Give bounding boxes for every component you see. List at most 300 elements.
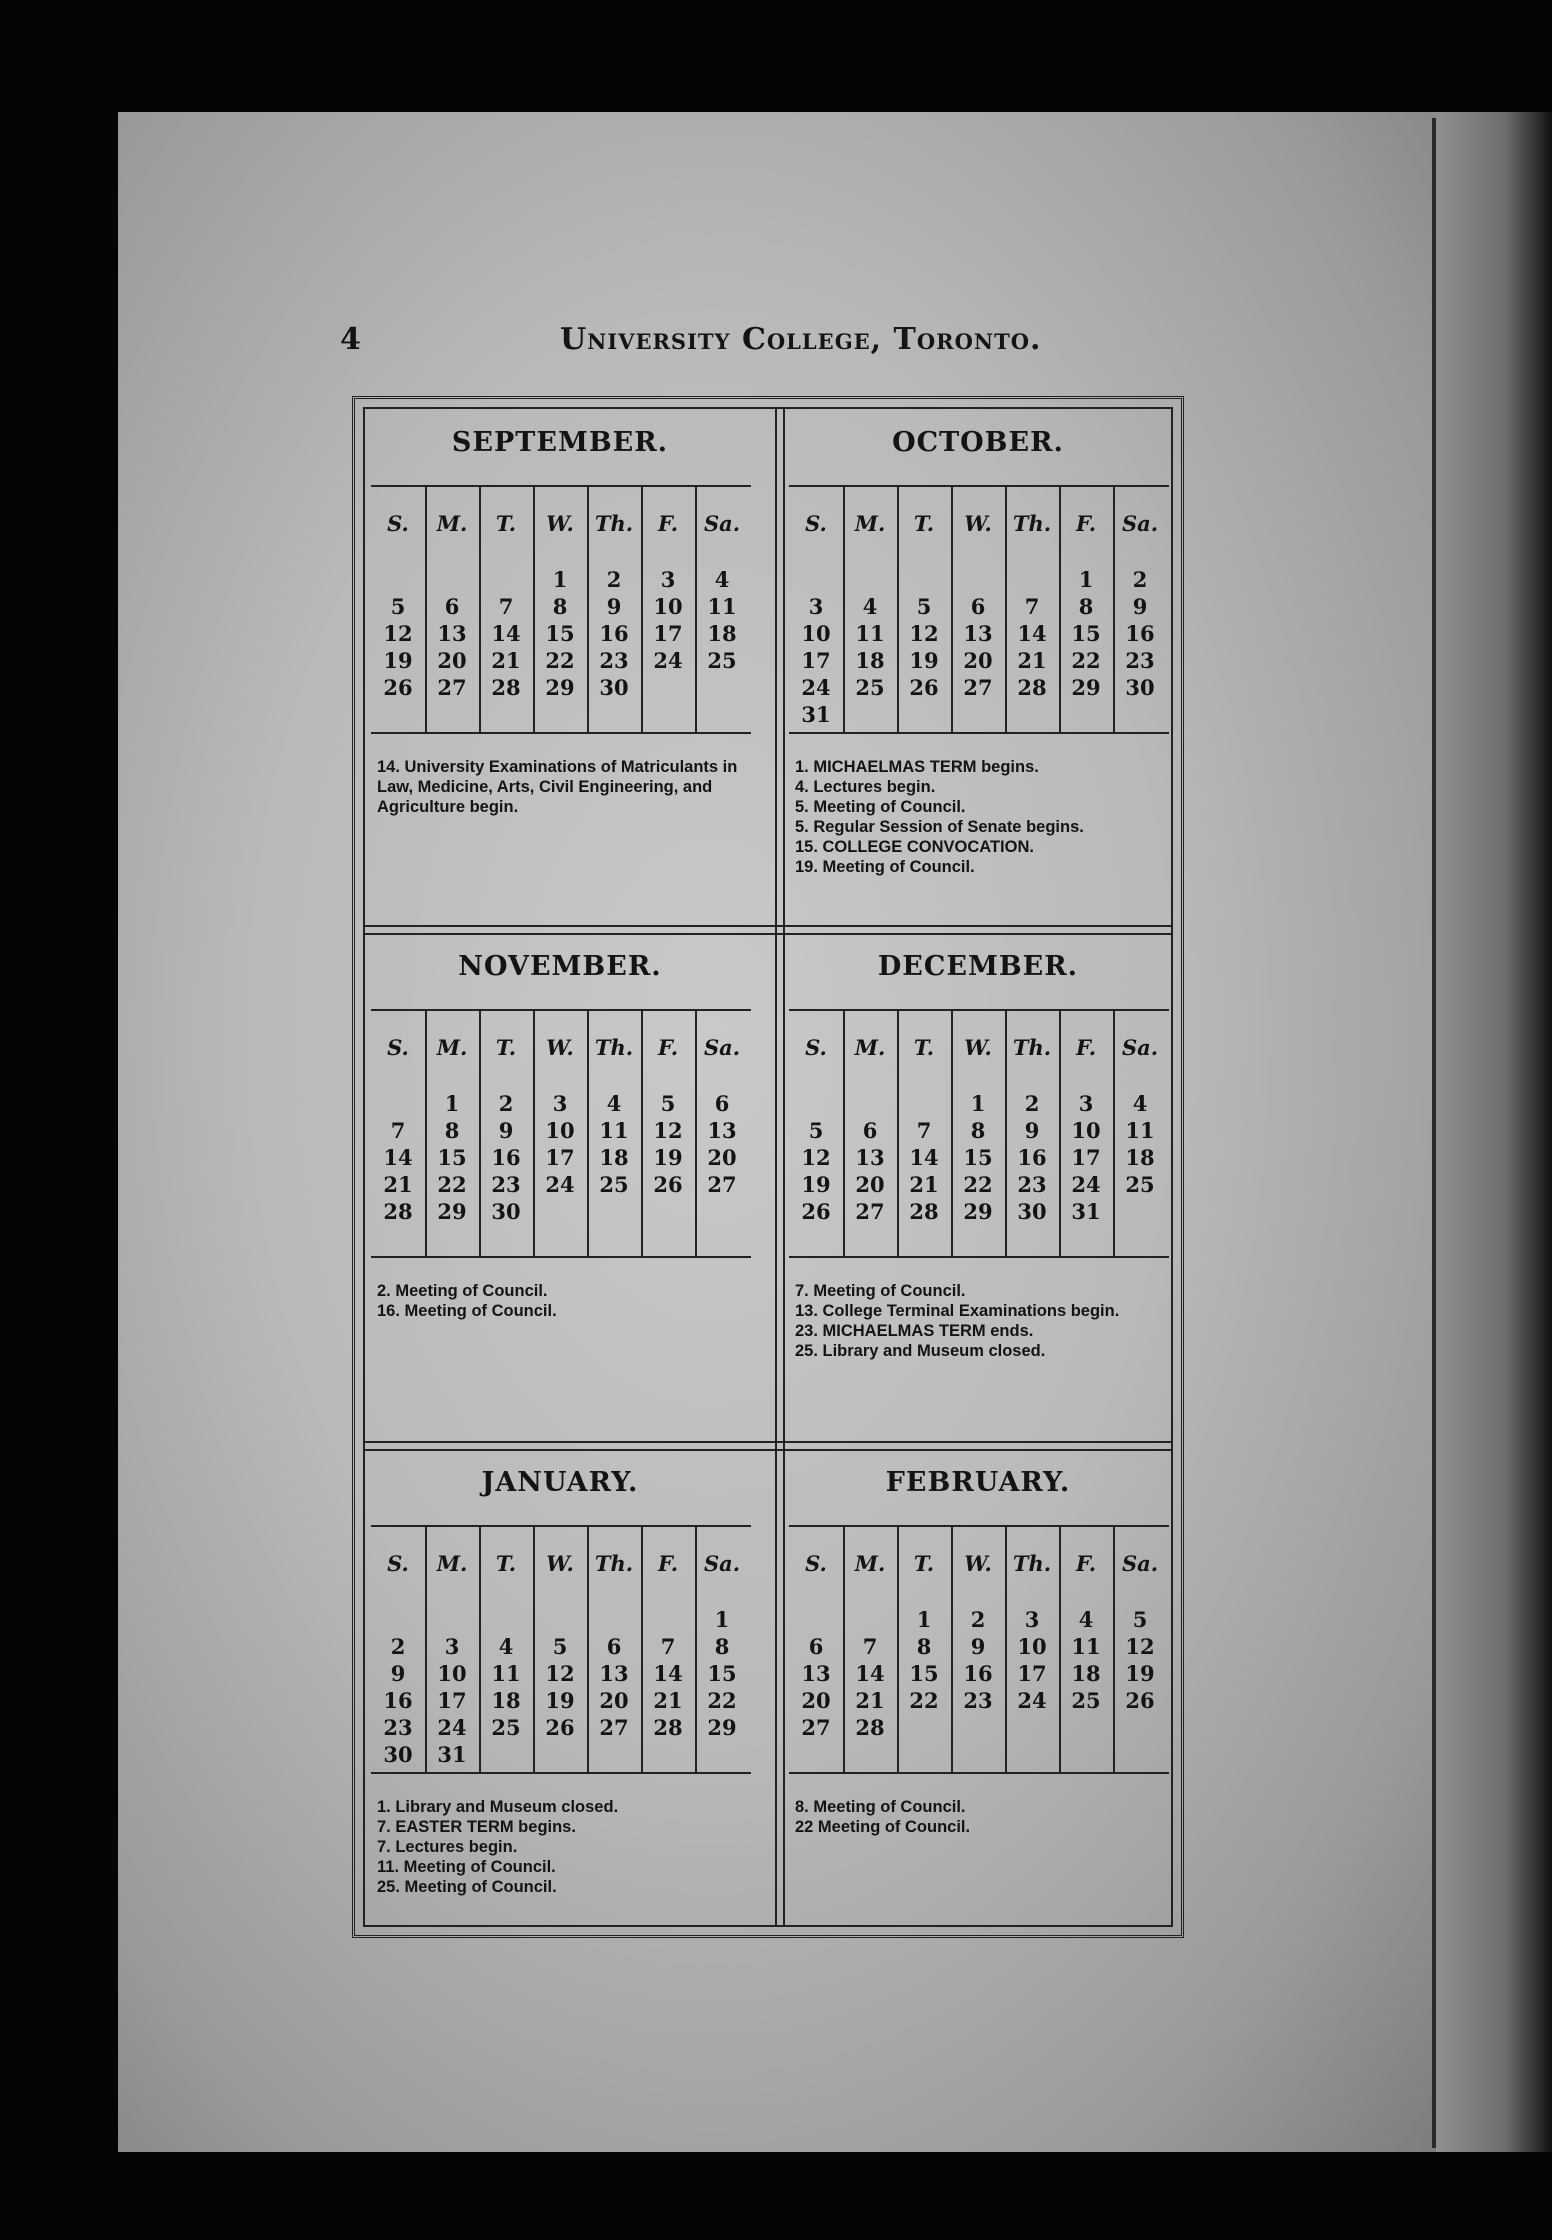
day-number: 8 [552, 594, 568, 619]
weekday-header: F. [657, 1035, 679, 1060]
day-number: 4 [862, 594, 878, 619]
day-number: 30 [1017, 1199, 1047, 1224]
month-title: NOVEMBER. [458, 951, 662, 982]
day-number: 4 [1132, 1091, 1148, 1116]
day-number: 31 [437, 1742, 467, 1767]
day-number: 21 [491, 648, 521, 673]
day-number: 24 [801, 675, 831, 700]
day-number: 15 [1071, 621, 1101, 646]
weekday-header: F. [1075, 511, 1097, 536]
note-line: 16. Meeting of Council. [377, 1302, 557, 1320]
day-number: 20 [437, 648, 467, 673]
day-number: 1 [1078, 567, 1094, 592]
weekday-column [533, 1011, 587, 1256]
day-number: 27 [801, 1715, 831, 1740]
day-number: 10 [1071, 1118, 1101, 1143]
day-number: 14 [855, 1661, 885, 1686]
day-number: 3 [660, 567, 676, 592]
month-notes [377, 757, 749, 817]
weekday-header: Sa. [703, 1551, 741, 1576]
weekday-column [1005, 1527, 1059, 1772]
day-number: 2 [390, 1634, 406, 1659]
day-number: 26 [1125, 1688, 1155, 1713]
day-number: 7 [660, 1634, 676, 1659]
note-line: 25. Meeting of Council. [377, 1878, 557, 1896]
note-line: 7. Lectures begin. [377, 1838, 518, 1856]
day-number: 26 [545, 1715, 575, 1740]
day-number: 7 [862, 1634, 878, 1659]
weekday-header: M. [854, 511, 886, 536]
day-number: 10 [545, 1118, 575, 1143]
day-number: 30 [491, 1199, 521, 1224]
weekday-header: Sa. [703, 1035, 741, 1060]
month-grid [371, 1525, 751, 1774]
month-notes [377, 1281, 749, 1321]
day-number: 17 [1071, 1145, 1101, 1170]
weekday-column [641, 487, 695, 732]
day-number: 5 [808, 1118, 824, 1143]
weekday-column [695, 487, 749, 732]
day-number: 22 [1071, 648, 1101, 673]
day-number: 5 [552, 1634, 568, 1659]
day-number: 15 [545, 621, 575, 646]
day-number: 19 [653, 1145, 683, 1170]
day-number: 8 [444, 1118, 460, 1143]
weekday-header: W. [964, 511, 992, 536]
note-line: 2. Meeting of Council. [377, 1282, 548, 1300]
day-number: 14 [1017, 621, 1047, 646]
day-number: 19 [801, 1172, 831, 1197]
weekday-column [843, 487, 897, 732]
calendar-inner-border [363, 407, 1173, 1927]
day-number: 25 [1125, 1172, 1155, 1197]
day-number: 17 [653, 621, 683, 646]
month-grid [789, 1009, 1169, 1258]
note-line: 14. University Examinations of Matriculants in Law, Medicine, Arts, Civil Engineering, and Agriculture begin. [377, 758, 738, 816]
day-number: 4 [714, 567, 730, 592]
day-number: 17 [801, 648, 831, 673]
day-number: 6 [808, 1634, 824, 1659]
weekday-column [1005, 487, 1059, 732]
day-number: 4 [1078, 1607, 1094, 1632]
weekday-column [425, 1011, 479, 1256]
day-number: 22 [545, 648, 575, 673]
weekday-header: F. [657, 511, 679, 536]
day-number: 24 [1071, 1172, 1101, 1197]
day-number: 27 [599, 1715, 629, 1740]
weekday-column [641, 1011, 695, 1256]
day-number: 1 [916, 1607, 932, 1632]
day-number: 18 [707, 621, 737, 646]
day-number: 3 [1078, 1091, 1094, 1116]
weekday-column [789, 487, 843, 732]
day-number: 21 [909, 1172, 939, 1197]
weekday-column [897, 487, 951, 732]
weekday-column [695, 1011, 749, 1256]
day-number: 20 [855, 1172, 885, 1197]
day-number: 31 [801, 702, 831, 727]
note-line: 5. Meeting of Council. [795, 798, 966, 816]
weekday-header: W. [964, 1035, 992, 1060]
day-number: 7 [390, 1118, 406, 1143]
weekday-header: M. [854, 1035, 886, 1060]
weekday-header: T. [495, 1035, 517, 1060]
weekday-header: F. [1075, 1035, 1097, 1060]
weekday-header: F. [1075, 1551, 1097, 1576]
page-number: 4 [340, 322, 361, 357]
weekday-header: T. [495, 511, 517, 536]
weekday-header: Th. [594, 1551, 634, 1576]
weekday-column [1113, 487, 1167, 732]
month-panel [783, 933, 1173, 1448]
day-number: 4 [606, 1091, 622, 1116]
weekday-column [371, 1011, 425, 1256]
day-number: 5 [390, 594, 406, 619]
day-number: 17 [1017, 1661, 1047, 1686]
month-panel [783, 1449, 1173, 1964]
day-number: 26 [653, 1172, 683, 1197]
day-number: 16 [599, 621, 629, 646]
day-number: 8 [970, 1118, 986, 1143]
day-number: 13 [599, 1661, 629, 1686]
weekday-header: Th. [594, 1035, 634, 1060]
day-number: 3 [444, 1634, 460, 1659]
day-number: 12 [545, 1661, 575, 1686]
day-number: 13 [855, 1145, 885, 1170]
day-number: 2 [1132, 567, 1148, 592]
month-notes [795, 1797, 1167, 1837]
weekday-header: M. [436, 511, 468, 536]
day-number: 1 [552, 567, 568, 592]
day-number: 21 [1017, 648, 1047, 673]
weekday-header: S. [805, 1035, 827, 1060]
day-number: 25 [707, 648, 737, 673]
weekday-header: S. [805, 1551, 827, 1576]
weekday-column [897, 1527, 951, 1772]
note-line: 7. EASTER TERM begins. [377, 1818, 576, 1836]
day-number: 9 [1024, 1118, 1040, 1143]
day-number: 24 [1017, 1688, 1047, 1713]
day-number: 22 [909, 1688, 939, 1713]
day-number: 2 [606, 567, 622, 592]
weekday-header: T. [913, 511, 935, 536]
weekday-column [789, 1527, 843, 1772]
day-number: 23 [599, 648, 629, 673]
weekday-header: Sa. [1121, 511, 1159, 536]
day-number: 27 [855, 1199, 885, 1224]
day-number: 18 [491, 1688, 521, 1713]
day-number: 23 [963, 1688, 993, 1713]
day-number: 11 [1125, 1118, 1155, 1143]
day-number: 16 [963, 1661, 993, 1686]
day-number: 23 [1017, 1172, 1047, 1197]
weekday-column [425, 1527, 479, 1772]
weekday-column [641, 1527, 695, 1772]
day-number: 21 [383, 1172, 413, 1197]
page-header [340, 322, 1080, 372]
day-number: 23 [1125, 648, 1155, 673]
day-number: 6 [606, 1634, 622, 1659]
weekday-column [479, 1011, 533, 1256]
day-number: 11 [599, 1118, 629, 1143]
day-number: 8 [714, 1634, 730, 1659]
weekday-column [789, 1011, 843, 1256]
day-number: 30 [1125, 675, 1155, 700]
note-line: 15. COLLEGE CONVOCATION. [795, 838, 1034, 856]
day-number: 6 [444, 594, 460, 619]
day-number: 6 [970, 594, 986, 619]
day-number: 25 [599, 1172, 629, 1197]
day-number: 1 [714, 1607, 730, 1632]
day-number: 15 [437, 1145, 467, 1170]
note-line: 19. Meeting of Council. [795, 858, 975, 876]
day-number: 12 [653, 1118, 683, 1143]
note-line: 1. Library and Museum closed. [377, 1798, 619, 1816]
day-number: 27 [707, 1172, 737, 1197]
weekday-column [587, 487, 641, 732]
day-number: 29 [545, 675, 575, 700]
weekday-column [951, 1527, 1005, 1772]
weekday-column [1113, 1527, 1167, 1772]
day-number: 28 [909, 1199, 939, 1224]
month-notes [795, 757, 1167, 877]
day-number: 21 [855, 1688, 885, 1713]
day-number: 11 [1071, 1634, 1101, 1659]
weekday-header: F. [657, 1551, 679, 1576]
day-number: 20 [963, 648, 993, 673]
day-number: 4 [498, 1634, 514, 1659]
day-number: 20 [707, 1145, 737, 1170]
day-number: 19 [383, 648, 413, 673]
day-number: 29 [437, 1199, 467, 1224]
day-number: 20 [599, 1688, 629, 1713]
day-number: 23 [491, 1172, 521, 1197]
weekday-column [533, 487, 587, 732]
day-number: 18 [599, 1145, 629, 1170]
weekday-header: S. [387, 1035, 409, 1060]
day-number: 5 [1132, 1607, 1148, 1632]
day-number: 29 [1071, 675, 1101, 700]
day-number: 22 [437, 1172, 467, 1197]
day-number: 18 [855, 648, 885, 673]
weekday-column [951, 1011, 1005, 1256]
day-number: 25 [855, 675, 885, 700]
note-line: 8. Meeting of Council. [795, 1798, 966, 1816]
weekday-column [843, 1011, 897, 1256]
day-number: 7 [498, 594, 514, 619]
weekday-header: W. [546, 1035, 574, 1060]
day-number: 10 [801, 621, 831, 646]
day-number: 5 [916, 594, 932, 619]
day-number: 9 [390, 1661, 406, 1686]
weekday-header: S. [387, 1551, 409, 1576]
weekday-column [587, 1527, 641, 1772]
weekday-column [897, 1011, 951, 1256]
day-number: 13 [801, 1661, 831, 1686]
day-number: 18 [1125, 1145, 1155, 1170]
weekday-header: W. [964, 1551, 992, 1576]
note-line: 5. Regular Session of Senate begins. [795, 818, 1084, 836]
weekday-column [843, 1527, 897, 1772]
weekday-header: T. [495, 1551, 517, 1576]
weekday-column [533, 1527, 587, 1772]
day-number: 3 [552, 1091, 568, 1116]
day-number: 8 [1078, 594, 1094, 619]
month-title: FEBRUARY. [885, 1467, 1071, 1498]
month-panel [365, 1449, 755, 1964]
weekday-header: Th. [594, 511, 634, 536]
month-grid [789, 1525, 1169, 1774]
month-grid [371, 485, 751, 734]
note-line: 23. MICHAELMAS TERM ends. [795, 1322, 1034, 1340]
day-number: 16 [1017, 1145, 1047, 1170]
weekday-header: S. [387, 511, 409, 536]
day-number: 29 [963, 1199, 993, 1224]
day-number: 6 [862, 1118, 878, 1143]
day-number: 5 [660, 1091, 676, 1116]
weekday-column [1113, 1011, 1167, 1256]
day-number: 19 [1125, 1661, 1155, 1686]
day-number: 3 [808, 594, 824, 619]
day-number: 26 [801, 1199, 831, 1224]
day-number: 20 [801, 1688, 831, 1713]
weekday-column [1059, 1011, 1113, 1256]
day-number: 12 [383, 621, 413, 646]
day-number: 12 [909, 621, 939, 646]
day-number: 12 [801, 1145, 831, 1170]
day-number: 11 [855, 621, 885, 646]
weekday-header: T. [913, 1035, 935, 1060]
weekday-header: Sa. [1121, 1551, 1159, 1576]
day-number: 9 [498, 1118, 514, 1143]
day-number: 27 [437, 675, 467, 700]
weekday-header: M. [436, 1035, 468, 1060]
month-panel [783, 409, 1173, 924]
day-number: 12 [1125, 1634, 1155, 1659]
note-line: 7. Meeting of Council. [795, 1282, 966, 1300]
weekday-column [695, 1527, 749, 1772]
day-number: 1 [970, 1091, 986, 1116]
note-line: 11. Meeting of Council. [377, 1858, 556, 1876]
day-number: 24 [545, 1172, 575, 1197]
day-number: 13 [707, 1118, 737, 1143]
month-title: SEPTEMBER. [451, 427, 669, 458]
month-notes [377, 1797, 749, 1897]
month-grid [371, 1009, 751, 1258]
note-line: 1. MICHAELMAS TERM begins. [795, 758, 1039, 776]
day-number: 7 [916, 1118, 932, 1143]
day-number: 22 [963, 1172, 993, 1197]
day-number: 2 [1024, 1091, 1040, 1116]
day-number: 30 [599, 675, 629, 700]
day-number: 15 [707, 1661, 737, 1686]
weekday-header: Sa. [703, 511, 741, 536]
weekday-column [479, 1527, 533, 1772]
month-title: OCTOBER. [892, 427, 1064, 458]
note-line: 4. Lectures begin. [795, 778, 936, 796]
weekday-column [1059, 1527, 1113, 1772]
weekday-column [1005, 1011, 1059, 1256]
day-number: 28 [1017, 675, 1047, 700]
calendar-frame [352, 396, 1184, 1938]
day-number: 27 [963, 675, 993, 700]
day-number: 16 [491, 1145, 521, 1170]
month-panel [365, 933, 755, 1448]
day-number: 6 [714, 1091, 730, 1116]
day-number: 1 [444, 1091, 460, 1116]
day-number: 14 [491, 621, 521, 646]
day-number: 14 [383, 1145, 413, 1170]
weekday-column [951, 487, 1005, 732]
adjacent-page-edge [1436, 112, 1552, 2152]
note-line: 13. College Terminal Examinations begin. [795, 1302, 1120, 1320]
day-number: 10 [653, 594, 683, 619]
weekday-header: Th. [1012, 1551, 1052, 1576]
weekday-column [479, 487, 533, 732]
weekday-header: Th. [1012, 511, 1052, 536]
day-number: 26 [383, 675, 413, 700]
day-number: 9 [606, 594, 622, 619]
day-number: 25 [491, 1715, 521, 1740]
month-title: DECEMBER. [877, 951, 1079, 982]
weekday-header: M. [854, 1551, 886, 1576]
day-number: 23 [383, 1715, 413, 1740]
day-number: 3 [1024, 1607, 1040, 1632]
day-number: 10 [437, 1661, 467, 1686]
day-number: 17 [545, 1145, 575, 1170]
weekday-column [371, 487, 425, 732]
month-notes [795, 1281, 1167, 1361]
weekday-header: W. [546, 511, 574, 536]
day-number: 24 [437, 1715, 467, 1740]
day-number: 11 [491, 1661, 521, 1686]
day-number: 8 [916, 1634, 932, 1659]
note-line: 22 Meeting of Council. [795, 1818, 971, 1836]
day-number: 24 [653, 648, 683, 673]
day-number: 19 [545, 1688, 575, 1713]
day-number: 11 [707, 594, 737, 619]
weekday-column [587, 1011, 641, 1256]
weekday-column [425, 487, 479, 732]
weekday-header: Sa. [1121, 1035, 1159, 1060]
weekday-header: M. [436, 1551, 468, 1576]
day-number: 2 [498, 1091, 514, 1116]
day-number: 31 [1071, 1199, 1101, 1224]
weekday-column [1059, 487, 1113, 732]
day-number: 13 [437, 621, 467, 646]
day-number: 22 [707, 1688, 737, 1713]
day-number: 19 [909, 648, 939, 673]
day-number: 13 [963, 621, 993, 646]
day-number: 15 [909, 1661, 939, 1686]
weekday-header: S. [805, 511, 827, 536]
month-panel [365, 409, 755, 924]
day-number: 17 [437, 1688, 467, 1713]
running-head: University College, Toronto. [560, 322, 1042, 357]
day-number: 14 [653, 1661, 683, 1686]
day-number: 21 [653, 1688, 683, 1713]
day-number: 9 [1132, 594, 1148, 619]
month-title: JANUARY. [481, 1467, 639, 1498]
weekday-header: T. [913, 1551, 935, 1576]
day-number: 16 [383, 1688, 413, 1713]
day-number: 18 [1071, 1661, 1101, 1686]
day-number: 9 [970, 1634, 986, 1659]
day-number: 28 [653, 1715, 683, 1740]
day-number: 25 [1071, 1688, 1101, 1713]
day-number: 16 [1125, 621, 1155, 646]
day-number: 7 [1024, 594, 1040, 619]
